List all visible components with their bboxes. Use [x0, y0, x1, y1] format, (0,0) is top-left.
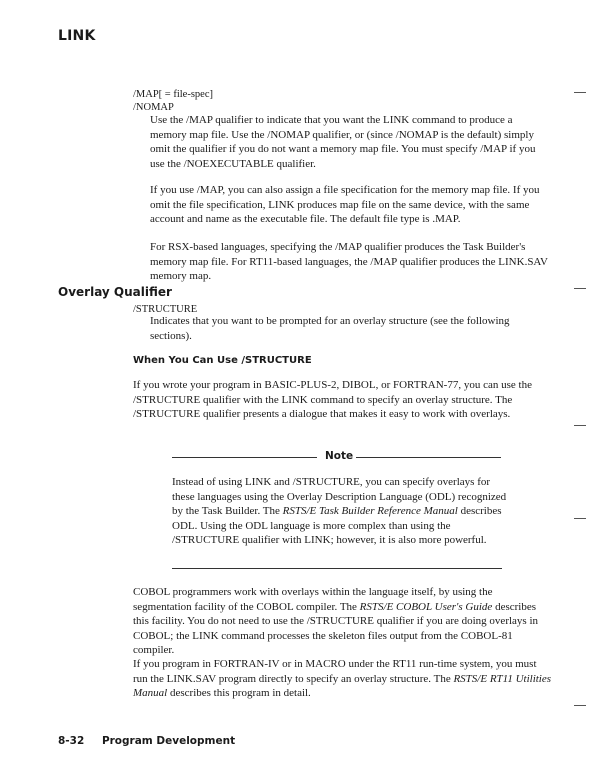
cobol-text-before: COBOL programmers work with overlays within the language itself, by using the segmentation facility of the COBOL compiler. The: [133, 586, 493, 613]
subheading-when-structure: When You Can Use /STRUCTURE: [133, 355, 312, 366]
note-rule-bottom: [172, 568, 502, 569]
chapter-title: Program Development: [101, 735, 236, 747]
running-head: LINK: [58, 28, 96, 44]
cobol-text-after: describes this facility. You do not need to use the /STRUCTURE qualifier if you are doing overlays in COBOL; the LINK command processes the skeleton files output from the COBOL-81 compiler.: [133, 600, 539, 657]
note-manual-reference: RSTS/E Task Builder Reference Manual: [282, 505, 458, 518]
note-rule-right: [356, 457, 501, 458]
margin-mark: [574, 288, 586, 289]
rt11-text-after: describes this program in detail.: [167, 687, 311, 700]
overlay-paragraph-2: [133, 585, 553, 658]
map-paragraph-1: Use the /MAP qualifier to indicate that you want the LINK command to produce a memory map file. Use the /NOMAP qualifier, or (since /NOMAP is the default) simply omit the qualifier if you do not want a memory map file. You must specify /MAP if you use the /NOEXECUTABLE qualifier.: [150, 114, 536, 170]
note-title: Note: [325, 450, 354, 462]
margin-mark: [574, 705, 586, 706]
note-text-after: describes ODL. Using the ODL language is more complex than using the /STRUCTURE qualifier with LINK; however, it is also more powerful.: [172, 505, 502, 547]
qualifier-map: /MAP[ = file-spec]: [133, 89, 213, 100]
margin-mark: [574, 425, 586, 426]
qualifier-structure: /STRUCTURE: [133, 304, 198, 315]
cobol-guide-reference: RSTS/E COBOL User's Guide: [359, 600, 493, 613]
margin-mark: [574, 518, 586, 519]
margin-mark: [574, 92, 586, 93]
note-rule-left: [172, 457, 317, 458]
overlay-paragraph-3: [133, 657, 553, 701]
page-footer: [58, 735, 235, 747]
note-text-before: Instead of using LINK and /STRUCTURE, you can specify overlays for these languages using the Overlay Description Language (ODL) recognized by the Task Builder. The: [172, 476, 507, 518]
qualifier-nomap: /NOMAP: [133, 102, 174, 113]
structure-description: Indicates that you want to be prompted for an overlay structure (see the following sections).: [150, 315, 510, 342]
rt11-manual-reference: RSTS/E RT11 Utilities Manual: [133, 672, 552, 700]
section-heading-overlay: Overlay Qualifier: [58, 285, 172, 299]
page-number: 8-32: [58, 735, 85, 747]
map-paragraph-2: If you use /MAP, you can also assign a file specification for the memory map file. If you omit the file specification, LINK produces map file on the same device, with the same account and name as the executable file. The default file type is .MAP.: [150, 184, 540, 226]
note-body: [172, 475, 512, 548]
overlay-paragraph-1: If you wrote your program in BASIC-PLUS-2, DIBOL, or FORTRAN-77, you can use the /STRUCTURE qualifier with the LINK command to specify an overlay structure. The /STRUCTURE qualifier presents a dialogue that makes it easy to work with overlays.: [133, 379, 532, 421]
map-paragraph-3: For RSX-based languages, specifying the /MAP qualifier produces the Task Builder's memory map file. For RT11-based languages, the /MAP qualifier produces the LINK.SAV memory map.: [150, 241, 548, 283]
rt11-text-before: If you program in FORTRAN-IV or in MACRO under the RT11 run-time system, you must run the LINK.SAV program directly to specify an overlay structure. The: [133, 658, 537, 685]
